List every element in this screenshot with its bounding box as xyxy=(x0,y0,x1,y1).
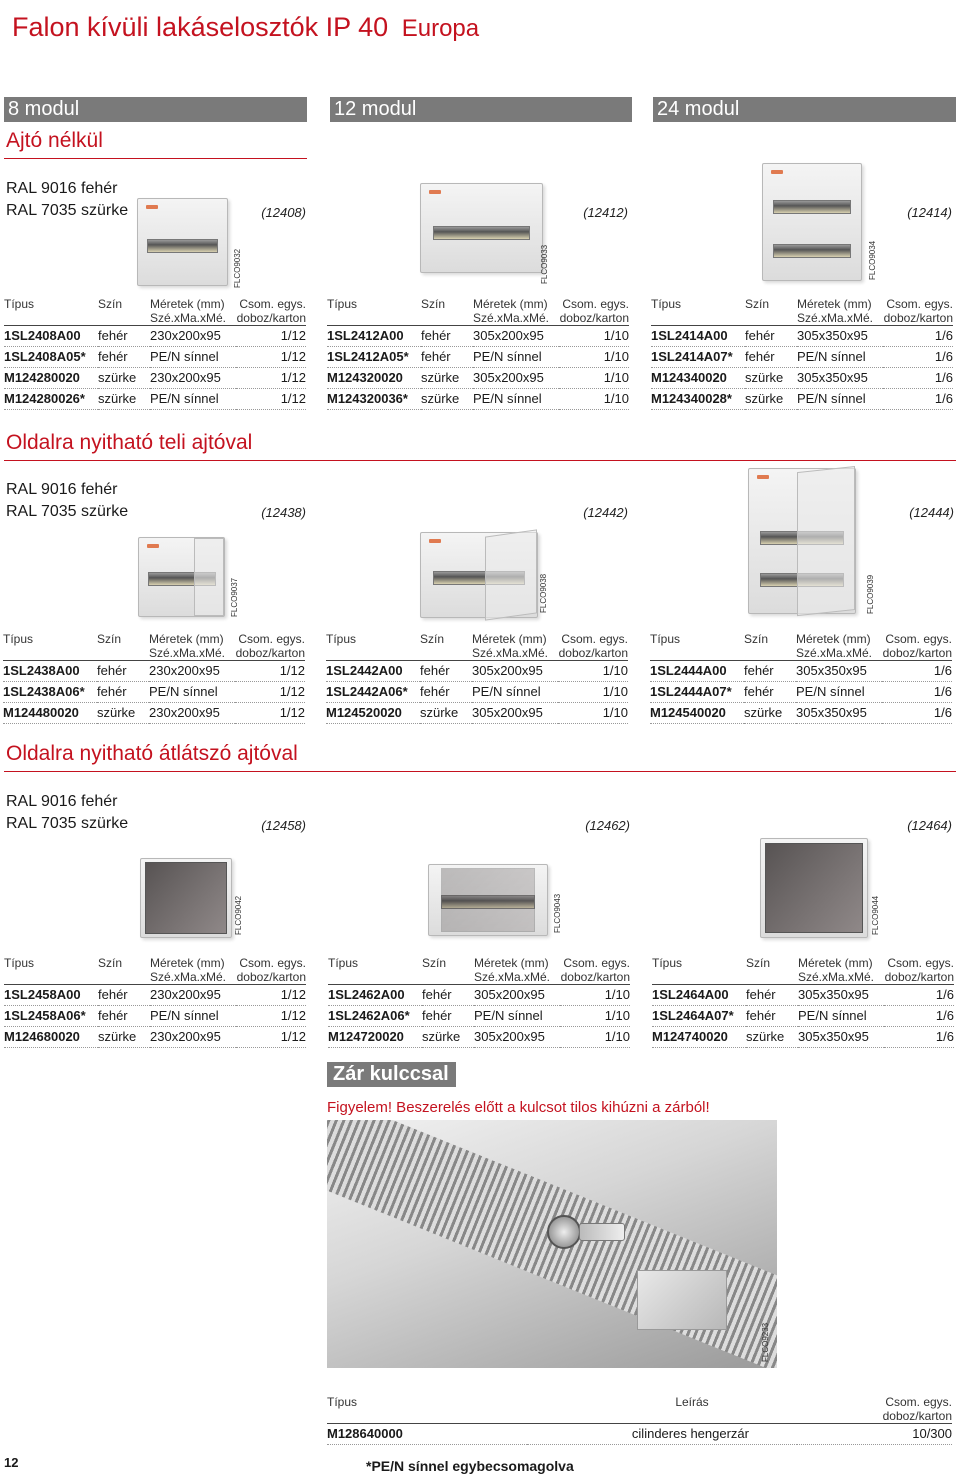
cell-type: 1SL2444A00 xyxy=(650,661,744,682)
cell-type: M124340020 xyxy=(651,368,745,389)
col-header-meretek: Méretek (mm) xyxy=(798,956,873,970)
cell-pack: 1/6 xyxy=(884,1006,954,1027)
cell-color: fehér xyxy=(745,347,797,368)
table-row xyxy=(4,1006,306,1027)
cell-type: 1SL2462A00 xyxy=(328,985,422,1006)
cell-type: M124520020 xyxy=(326,703,420,724)
cell-dimensions: 230x200x95 xyxy=(149,661,235,682)
col-header-szin: Szín xyxy=(744,632,769,646)
enclosure-image-8-module xyxy=(137,198,228,286)
col-header-csom: Csom. egys. xyxy=(885,1395,952,1409)
cell-dimensions: PE/N sínnel xyxy=(798,1006,884,1027)
cell-type: 1SL2412A05* xyxy=(327,347,421,368)
cell-type: M124540020 xyxy=(650,703,744,724)
table-row xyxy=(327,368,629,389)
cell-pack: 1/12 xyxy=(235,703,305,724)
cell-type: 1SL2458A00 xyxy=(4,985,98,1006)
figure-code: FLCO9233 xyxy=(761,1322,770,1362)
table-row xyxy=(652,1006,954,1027)
col-header-doboz: doboz/karton xyxy=(883,311,953,325)
cell-color: szürke xyxy=(421,389,473,410)
col-header-szin: Szín xyxy=(421,297,446,311)
cell-color: fehér xyxy=(98,985,150,1006)
col-header-tipus: Típus xyxy=(652,956,683,970)
table-row xyxy=(651,368,953,389)
col-header-csom: Csom. egys. xyxy=(238,632,305,646)
cell-dimensions: 230x200x95 xyxy=(150,985,236,1006)
cell-pack: 1/10 xyxy=(559,326,629,347)
cell-dimensions: PE/N sínnel xyxy=(473,389,559,410)
enclosure-image-12-module xyxy=(420,532,538,618)
cell-color: fehér xyxy=(744,661,796,682)
col-header-dimensions-order: Szé.xMa.xMé. xyxy=(797,311,883,326)
col-header-csom: Csom. egys. xyxy=(886,297,953,311)
spec-table xyxy=(327,297,629,410)
section-divider xyxy=(4,771,956,772)
cell-dimensions: 305x350x95 xyxy=(796,661,882,682)
col-header-tipus: Típus xyxy=(327,297,358,311)
lock-photo xyxy=(327,1120,777,1368)
col-header-csom: Csom. egys. xyxy=(239,297,306,311)
drawing-code: (12444) xyxy=(909,505,954,520)
col-header-csom: Csom. egys. xyxy=(562,297,629,311)
table-row xyxy=(651,389,953,410)
table-row xyxy=(652,1027,954,1048)
col-header-dimensions-order: Szé.xMa.xMé. xyxy=(798,970,884,985)
section-divider xyxy=(4,158,307,159)
cell-pack: 1/6 xyxy=(884,1027,954,1048)
cell-type: M124320036* xyxy=(327,389,421,410)
cell-pack: 1/10 xyxy=(558,682,628,703)
cell-color: szürke xyxy=(421,368,473,389)
cell-dimensions: PE/N sínnel xyxy=(797,389,883,410)
table-row xyxy=(327,326,629,347)
col-header-szin: Szín xyxy=(422,956,447,970)
spec-table xyxy=(650,632,952,724)
figure-code: FLCO9038 xyxy=(539,573,548,613)
col-header-csom: Csom. egys. xyxy=(563,956,630,970)
spec-table xyxy=(4,956,306,1048)
cell-color: fehér xyxy=(421,347,473,368)
col-header-tipus: Típus xyxy=(3,632,34,646)
cell-type: 1SL2444A07* xyxy=(650,682,744,703)
cell-dimensions: PE/N sínnel xyxy=(796,682,882,703)
cell-color: fehér xyxy=(97,682,149,703)
table-row xyxy=(652,985,954,1006)
module-header-24: 24 modul xyxy=(653,97,956,122)
drawing-code: (12442) xyxy=(583,505,628,520)
col-header-doboz: doboz/karton xyxy=(559,311,629,325)
cell-color: fehér xyxy=(421,326,473,347)
module-header-12: 12 modul xyxy=(330,97,632,122)
cell-dimensions: 230x200x95 xyxy=(150,368,236,389)
page-title-sub: Europa xyxy=(401,15,480,42)
cell-type: 1SL2412A00 xyxy=(327,326,421,347)
cell-dimensions: 305x200x95 xyxy=(474,985,560,1006)
cell-pack: 1/10 xyxy=(559,368,629,389)
cell-pack: 1/6 xyxy=(884,985,954,1006)
table-row xyxy=(651,326,953,347)
col-header-doboz: doboz/karton xyxy=(884,970,954,984)
cell-pack: 1/12 xyxy=(236,985,306,1006)
cell-pack: 1/6 xyxy=(883,389,953,410)
enclosure-image-8-module xyxy=(138,537,225,617)
col-header-tipus: Típus xyxy=(4,297,35,311)
col-header-tipus: Típus xyxy=(651,297,682,311)
ral-white: RAL 9016 fehér xyxy=(6,793,118,810)
cell-type: 1SL2442A00 xyxy=(326,661,420,682)
table-row xyxy=(328,1006,630,1027)
cell-color: szürke xyxy=(422,1027,474,1048)
table-row xyxy=(4,326,306,347)
cell-color: fehér xyxy=(745,326,797,347)
table-row xyxy=(327,1424,952,1445)
table-row xyxy=(651,347,953,368)
cell-dimensions: 305x350x95 xyxy=(798,1027,884,1048)
col-header-tipus: Típus xyxy=(4,956,35,970)
drawing-code: (12414) xyxy=(907,205,952,220)
module-header-8: 8 modul xyxy=(4,97,307,122)
cell-pack: 1/12 xyxy=(236,389,306,410)
cell-color: szürke xyxy=(98,368,150,389)
ral-colors xyxy=(6,791,128,835)
table-row xyxy=(650,682,952,703)
figure-code: FLCO9033 xyxy=(540,244,549,284)
cell-type: M124720020 xyxy=(328,1027,422,1048)
cell-pack: 1/12 xyxy=(235,661,305,682)
cell-type: 1SL2408A05* xyxy=(4,347,98,368)
cell-dimensions: PE/N sínnel xyxy=(150,389,236,410)
table-row xyxy=(326,661,628,682)
cell-dimensions: 305x350x95 xyxy=(797,326,883,347)
spec-table xyxy=(652,956,954,1048)
cell-type: 1SL2414A00 xyxy=(651,326,745,347)
cell-pack: 1/10 xyxy=(558,703,628,724)
cell-type: 1SL2464A07* xyxy=(652,1006,746,1027)
cell-type: M124280026* xyxy=(4,389,98,410)
cell-pack: 1/6 xyxy=(883,368,953,389)
table-row xyxy=(4,368,306,389)
cell-color: szürke xyxy=(98,389,150,410)
spec-table xyxy=(3,632,305,724)
cell-color: fehér xyxy=(744,682,796,703)
cell-type: M124680020 xyxy=(4,1027,98,1048)
ral-grey: RAL 7035 szürke xyxy=(6,202,129,219)
cell-type: 1SL2414A07* xyxy=(651,347,745,368)
cell-pack: 1/12 xyxy=(236,368,306,389)
drawing-code: (12438) xyxy=(261,505,306,520)
cell-type: 1SL2408A00 xyxy=(4,326,98,347)
cell-description: cilinderes hengerzár xyxy=(527,1424,797,1445)
drawing-code: (12458) xyxy=(261,818,306,833)
cell-color: szürke xyxy=(420,703,472,724)
section-title-no-door: Ajtó nélkül xyxy=(6,129,103,152)
drawing-code: (12462) xyxy=(585,818,630,833)
cell-color: szürke xyxy=(745,368,797,389)
ral-grey: RAL 7035 szürke xyxy=(6,503,129,520)
col-header-leiras: Leírás xyxy=(675,1395,709,1409)
drawing-code: (12464) xyxy=(907,818,952,833)
cell-type: M124320020 xyxy=(327,368,421,389)
spec-table xyxy=(326,632,628,724)
col-header-meretek: Méretek (mm) xyxy=(150,956,225,970)
table-row xyxy=(4,347,306,368)
cell-pack: 1/10 xyxy=(560,1006,630,1027)
cell-dimensions: 230x200x95 xyxy=(150,1027,236,1048)
cell-color: fehér xyxy=(98,1006,150,1027)
section-title-solid-door: Oldalra nyitható teli ajtóval xyxy=(6,431,253,454)
col-header-meretek: Méretek (mm) xyxy=(473,297,548,311)
col-header-doboz: doboz/karton xyxy=(236,311,306,325)
col-header-szin: Szín xyxy=(98,956,123,970)
table-row xyxy=(4,985,306,1006)
col-header-dimensions-order: Szé.xMa.xMé. xyxy=(472,646,558,661)
cell-type: 1SL2442A06* xyxy=(326,682,420,703)
table-row xyxy=(3,661,305,682)
table-row xyxy=(3,682,305,703)
col-header-dimensions-order: Szé.xMa.xMé. xyxy=(474,970,560,985)
cell-color: fehér xyxy=(98,347,150,368)
cell-dimensions: 305x350x95 xyxy=(797,368,883,389)
cell-type: M124740020 xyxy=(652,1027,746,1048)
col-header-dimensions-order: Szé.xMa.xMé. xyxy=(149,646,235,661)
cell-type: M124340028* xyxy=(651,389,745,410)
col-header-meretek: Méretek (mm) xyxy=(150,297,225,311)
lock-spec-table xyxy=(327,1395,952,1445)
section-title-transparent-door: Oldalra nyitható átlátszó ajtóval xyxy=(6,742,298,765)
ral-colors xyxy=(6,178,128,222)
cell-color: fehér xyxy=(746,1006,798,1027)
footnote: *PE/N sínnel egybecsomagolva xyxy=(366,1458,574,1474)
enclosure-image-24-module xyxy=(748,468,856,614)
col-header-dimensions-order: Szé.xMa.xMé. xyxy=(150,970,236,985)
enclosure-image-12-module xyxy=(428,864,548,936)
page-title-main: Falon kívüli lakáselosztók IP 40 xyxy=(12,12,389,42)
col-header-tipus: Típus xyxy=(327,1395,358,1409)
cell-pack: 1/12 xyxy=(235,682,305,703)
enclosure-image-8-module xyxy=(140,858,232,938)
cell-type: 1SL2438A06* xyxy=(3,682,97,703)
col-header-tipus: Típus xyxy=(328,956,359,970)
col-header-doboz: doboz/karton xyxy=(236,970,306,984)
ral-grey: RAL 7035 szürke xyxy=(6,815,129,832)
col-header-meretek: Méretek (mm) xyxy=(149,632,224,646)
col-header-doboz: doboz/karton xyxy=(882,646,952,660)
col-header-szin: Szín xyxy=(745,297,770,311)
col-header-tipus: Típus xyxy=(650,632,681,646)
cell-dimensions: 305x200x95 xyxy=(473,368,559,389)
col-header-dimensions-order: Szé.xMa.xMé. xyxy=(473,311,559,326)
cell-type: 1SL2458A06* xyxy=(4,1006,98,1027)
cell-pack: 10/300 xyxy=(797,1424,952,1445)
cell-pack: 1/6 xyxy=(883,347,953,368)
col-header-szin: Szín xyxy=(98,297,123,311)
cell-pack: 1/10 xyxy=(559,389,629,410)
cell-type: M124280020 xyxy=(4,368,98,389)
cell-dimensions: 305x200x95 xyxy=(473,326,559,347)
cell-color: szürke xyxy=(745,389,797,410)
cell-pack: 1/6 xyxy=(882,703,952,724)
cell-dimensions: 305x200x95 xyxy=(472,703,558,724)
col-header-meretek: Méretek (mm) xyxy=(797,297,872,311)
col-header-tipus: Típus xyxy=(326,632,357,646)
cell-dimensions: PE/N sínnel xyxy=(797,347,883,368)
figure-code: FLCO9042 xyxy=(234,895,243,935)
cell-color: fehér xyxy=(98,326,150,347)
figure-code: FLCO9032 xyxy=(233,248,242,288)
ral-colors xyxy=(6,479,128,523)
enclosure-image-24-module xyxy=(760,838,868,938)
spec-table xyxy=(4,297,306,410)
lock-section-title: Zár kulccsal xyxy=(327,1062,456,1087)
table-row xyxy=(4,389,306,410)
cell-color: fehér xyxy=(420,661,472,682)
table-row xyxy=(650,703,952,724)
col-header-dimensions-order: Szé.xMa.xMé. xyxy=(796,646,882,661)
table-row xyxy=(328,985,630,1006)
ral-white: RAL 9016 fehér xyxy=(6,180,118,197)
col-header-szin: Szín xyxy=(420,632,445,646)
cell-color: fehér xyxy=(422,1006,474,1027)
cell-color: szürke xyxy=(98,1027,150,1048)
col-header-csom: Csom. egys. xyxy=(887,956,954,970)
cell-type: 1SL2438A00 xyxy=(3,661,97,682)
enclosure-image-24-module xyxy=(762,163,862,281)
cell-pack: 1/10 xyxy=(558,661,628,682)
cell-dimensions: PE/N sínnel xyxy=(149,682,235,703)
col-header-csom: Csom. egys. xyxy=(239,956,306,970)
figure-code: FLCO9039 xyxy=(866,574,875,614)
cell-pack: 1/12 xyxy=(236,1006,306,1027)
cell-color: fehér xyxy=(420,682,472,703)
figure-code: FLCO9044 xyxy=(871,895,880,935)
cell-color: szürke xyxy=(744,703,796,724)
cell-pack: 1/12 xyxy=(236,347,306,368)
col-header-doboz: doboz/karton xyxy=(560,970,630,984)
lock-warning: Figyelem! Beszerelés előtt a kulcsot tilos kihúzni a zárból! xyxy=(327,1099,710,1116)
table-row xyxy=(328,1027,630,1048)
cell-pack: 1/6 xyxy=(883,326,953,347)
cell-color: fehér xyxy=(746,985,798,1006)
cell-dimensions: PE/N sínnel xyxy=(150,347,236,368)
table-row xyxy=(327,389,629,410)
cell-pack: 1/10 xyxy=(560,1027,630,1048)
page-title xyxy=(12,12,479,43)
spec-table xyxy=(328,956,630,1048)
col-header-dimensions-order: Szé.xMa.xMé. xyxy=(150,311,236,326)
cell-color: fehér xyxy=(97,661,149,682)
cell-pack: 1/6 xyxy=(882,661,952,682)
cell-type: 1SL2464A00 xyxy=(652,985,746,1006)
cell-color: szürke xyxy=(97,703,149,724)
cell-dimensions: PE/N sínnel xyxy=(474,1006,560,1027)
cell-pack: 1/6 xyxy=(882,682,952,703)
cell-dimensions: 230x200x95 xyxy=(149,703,235,724)
col-header-doboz: doboz/karton xyxy=(235,646,305,660)
cell-color: fehér xyxy=(422,985,474,1006)
col-header-csom: Csom. egys. xyxy=(885,632,952,646)
cell-pack: 1/10 xyxy=(560,985,630,1006)
spec-table xyxy=(651,297,953,410)
col-header-meretek: Méretek (mm) xyxy=(472,632,547,646)
cell-pack: 1/12 xyxy=(236,326,306,347)
section-divider xyxy=(4,460,956,461)
col-header-doboz: doboz/karton xyxy=(558,646,628,660)
drawing-code: (12412) xyxy=(583,205,628,220)
ral-white: RAL 9016 fehér xyxy=(6,481,118,498)
table-row xyxy=(3,703,305,724)
figure-code: FLCO9034 xyxy=(868,240,877,280)
cell-dimensions: 305x350x95 xyxy=(796,703,882,724)
cell-dimensions: 305x200x95 xyxy=(474,1027,560,1048)
col-header-doboz: doboz/karton xyxy=(797,1409,952,1424)
cell-type: M124480020 xyxy=(3,703,97,724)
table-row xyxy=(326,703,628,724)
table-row xyxy=(4,1027,306,1048)
col-header-szin: Szín xyxy=(746,956,771,970)
col-header-szin: Szín xyxy=(97,632,122,646)
table-row xyxy=(650,661,952,682)
cell-dimensions: PE/N sínnel xyxy=(472,682,558,703)
figure-code: FLCO9037 xyxy=(230,577,239,617)
cell-dimensions: 305x200x95 xyxy=(472,661,558,682)
enclosure-image-12-module xyxy=(420,183,543,273)
cell-type: M128640000 xyxy=(327,1424,527,1445)
page-number: 12 xyxy=(4,1455,19,1470)
col-header-csom: Csom. egys. xyxy=(561,632,628,646)
drawing-code: (12408) xyxy=(261,205,306,220)
table-row xyxy=(326,682,628,703)
cell-dimensions: PE/N sínnel xyxy=(473,347,559,368)
cell-dimensions: 305x350x95 xyxy=(798,985,884,1006)
cell-pack: 1/12 xyxy=(236,1027,306,1048)
cell-dimensions: PE/N sínnel xyxy=(150,1006,236,1027)
cell-color: szürke xyxy=(746,1027,798,1048)
cell-pack: 1/10 xyxy=(559,347,629,368)
table-row xyxy=(327,347,629,368)
cell-type: 1SL2462A06* xyxy=(328,1006,422,1027)
cell-dimensions: 230x200x95 xyxy=(150,326,236,347)
col-header-meretek: Méretek (mm) xyxy=(796,632,871,646)
figure-code: FLCO9043 xyxy=(553,893,562,933)
col-header-meretek: Méretek (mm) xyxy=(474,956,549,970)
